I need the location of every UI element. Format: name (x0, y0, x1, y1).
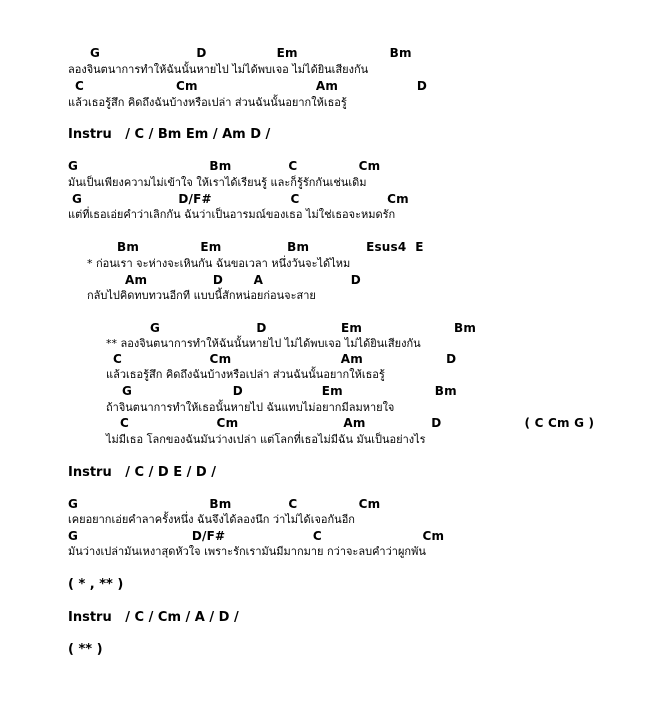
repeat-marker: ( * , ** ) (68, 577, 124, 592)
lyric-line: มันว่างเปล่ามันเหงาสุดหัวใจ เพราะรักเรามันมีมากมาย กว่าจะลบคำว่าผูกพัน (68, 545, 426, 558)
chord-line: C Cm Am D (75, 79, 427, 93)
lyric-line: ไม่มีเธอ โลกของฉันมันว่างเปล่า แต่โลกที่เธอไม่มีฉัน มันเป็นอย่างไร (106, 433, 426, 446)
lyric-line: เคยอยากเอ่ยคำลาครั้งหนึ่ง ฉันจึงได้ลองนึก ว่าไม่ได้เจอกันอีก (68, 513, 355, 526)
chord-line: C Cm Am D ( C Cm G ) (120, 416, 595, 430)
chord-line: G D Em Bm (150, 321, 477, 335)
lyric-line: ถ้าจินตนาการทำให้เธอนั้นหายไป ฉันแทบไม่อยากมีลมหายใจ (106, 401, 395, 414)
chord-line: Am D A D (125, 273, 361, 287)
chord-line: G Bm C Cm (68, 497, 381, 511)
chord-line: Bm Em Bm Esus4 E (117, 240, 424, 254)
lyric-line: * ก่อนเรา จะห่างจะเหินกัน ฉันขอเวลา หนึ่งวันจะได้ไหม (87, 257, 351, 270)
lyric-line: ** ลองจินตนาการทำให้ฉันนั้นหายไป ไม่ได้พบเจอ ไม่ได้ยินเสียงกัน (106, 337, 421, 350)
lyric-line: มันเป็นเพียงความไม่เข้าใจ ให้เราได้เรียนรู้ และก็รู้รักกันเช่นเดิม (68, 176, 367, 189)
lyric-line: แล้วเธอรู้สึก คิดถึงฉันบ้างหรือเปล่า ส่วนฉันนั้นอยากให้เธอรู้ (68, 96, 347, 109)
instrumental-line: Instru / C / D E / D / (68, 465, 216, 480)
chord-line: G D/F# C Cm (68, 529, 445, 543)
chord-line: G D/F# C Cm (72, 192, 409, 206)
chord-line: G D Em Bm (122, 384, 457, 398)
lyric-line: ลองจินตนาการทำให้ฉันนั้นหายไป ไม่ได้พบเจอ ไม่ได้ยินเสียงกัน (68, 63, 369, 76)
chord-line: C Cm Am D (113, 352, 457, 366)
instrumental-line: Instru / C / Bm Em / Am D / (68, 127, 271, 142)
lyric-line: กลับไปคิดทบทวนอีกที แบบนี้สักหน่อยก่อนจะสาย (87, 289, 316, 302)
lyric-line: แล้วเธอรู้สึก คิดถึงฉันบ้างหรือเปล่า ส่วนฉันนั้นอยากให้เธอรู้ (106, 368, 385, 381)
repeat-marker: ( ** ) (68, 642, 103, 657)
chord-line: G Bm C Cm (68, 159, 381, 173)
lyric-line: แต่ที่เธอเอ่ยคำว่าเลิกกัน ฉันว่าเป็นอารมณ์ของเธอ ไม่ใช่เธอจะหมดรัก (68, 208, 396, 221)
chord-line: G D Em Bm (90, 46, 412, 60)
instrumental-line: Instru / C / Cm / A / D / (68, 610, 239, 625)
